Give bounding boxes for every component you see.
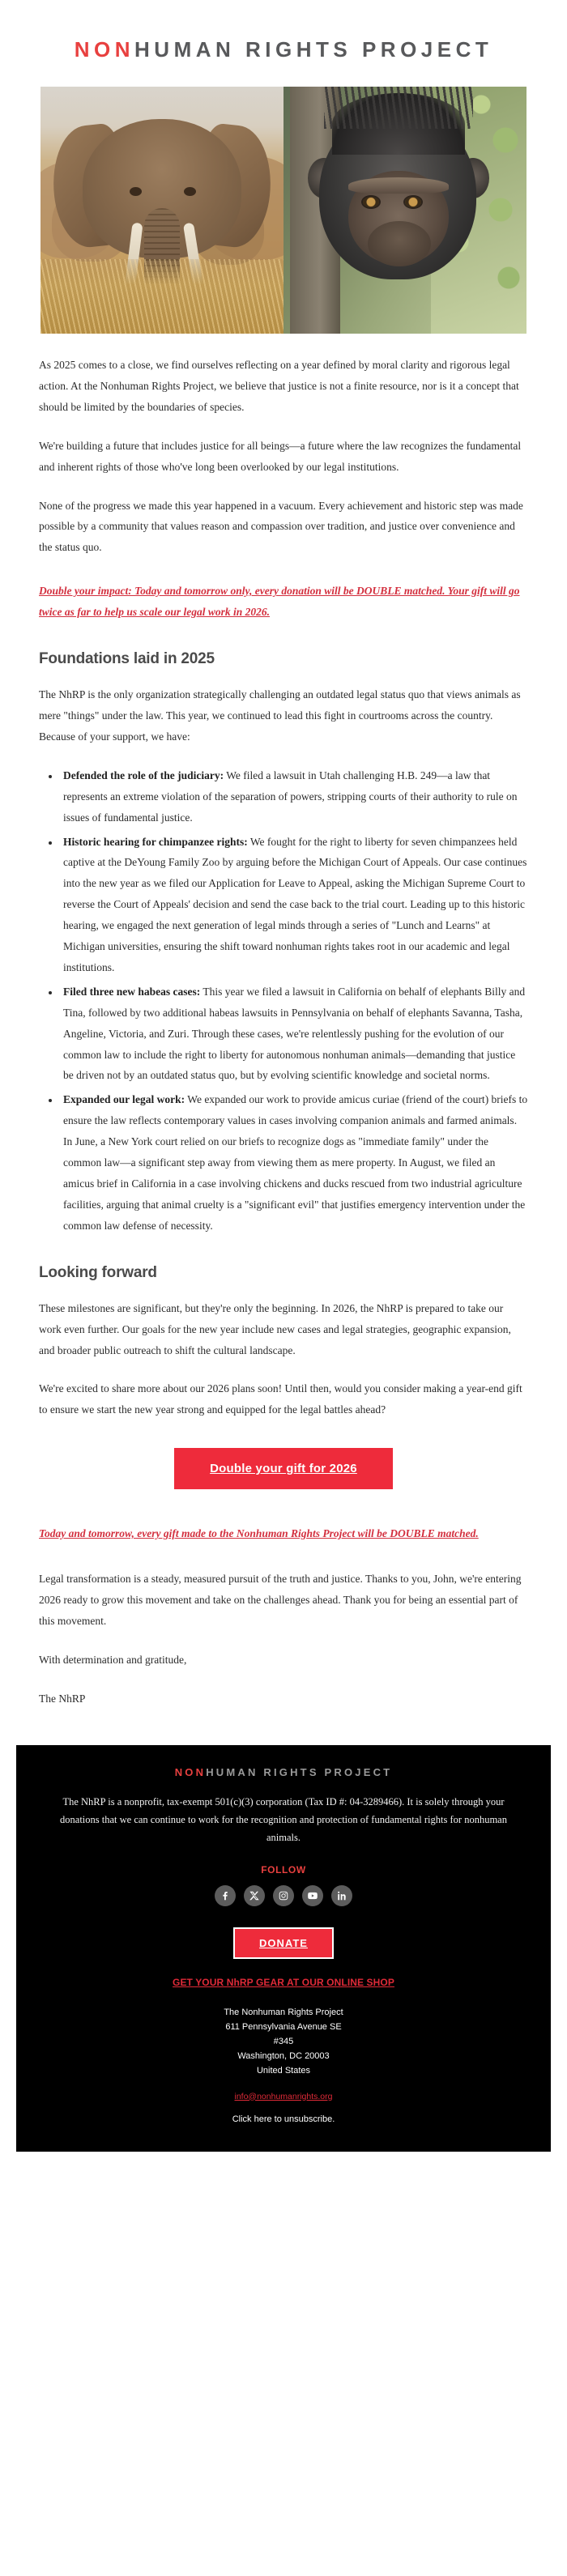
- hero-image-chimpanzee: [284, 87, 526, 334]
- chimp-brow-ridge: [348, 177, 449, 194]
- masthead: [0, 0, 567, 83]
- chimp-muzzle: [368, 221, 431, 266]
- list-item: [60, 981, 528, 1087]
- online-shop-link[interactable]: GET YOUR NhRP GEAR AT OUR ONLINE SHOP: [173, 1977, 394, 1989]
- paragraph-milestones: These milestones are significant, but they're only the beginning. In 2026, the NhRP is prepared to take our work even further. Our goals for the new year include new cases and legal strategies, geographic expansion, and broader public outreach to shift the cultural landscape.: [39, 1301, 511, 1356]
- hero-image-row: [40, 87, 526, 334]
- list-item-text: This year we filed a lawsuit in California on behalf of elephants Billy and Tina, followed by two additional habeas lawsuits in Pennsylvania on behalf of elephants Savanna, Tasha, Angeline, Victoria, and Zuri. Through these cases, we're relentlessly pushing for the evolution of our common law to include the right to liberty for autonomous nonhuman animals—demanding that justice be driven not by an outdated status quo, but by evolving scientific knowledge and societal norms.: [63, 985, 526, 1082]
- paragraph-foundations-intro: The NhRP is the only organization strategically challenging an outdated legal status quo that views animals as mere "things" under the law. This year, we continued to lead this fight in courtrooms across the country. Because of your support, we have:: [39, 688, 521, 743]
- list-item-text: We filed a lawsuit in Utah challenging H.B. 249—a law that represents an extreme violation of the separation of powers, stripping courts of their authority to rule on issues of fundamental justice.: [63, 769, 518, 824]
- list-item-text: We expanded our work to provide amicus curiae (friend of the court) briefs to ensure the law reflects contemporary values in cases involving companion animals and farmed animals. In June, a New York court relied on our briefs to recognize dogs as "immediate family" under the common law—a significant step away from viewing them as mere property. In August, we filed an amicus brief in California in a case involving chickens and ducks rescued from two industrial agriculture facilities, arguing that animal cruelty is a "significant evil" that justifies emergency intervention under the common law defense of necessity.: [63, 1093, 528, 1232]
- paragraph-intro: As 2025 comes to a close, we find ourselves reflecting on a year defined by moral clarity and rigorous legal action. At the Nonhuman Rights Project, we believe that justice is not a finite resource, nor is it a concept that should be limited by the boundaries of species.: [39, 359, 519, 413]
- elephant-grass-foreground: [40, 259, 284, 334]
- wordmark-accent: NON: [74, 37, 135, 62]
- address-line-suite: #345: [273, 2037, 294, 2047]
- chimp-eye-right: [405, 197, 421, 207]
- chimp-eye-left: [363, 197, 379, 207]
- paragraph-future: We're building a future that includes justice for all beings—a future where the law recognizes the fundamental and inherent rights of those who've long been overlooked by our legal institutions.: [39, 439, 522, 473]
- youtube-icon[interactable]: [302, 1885, 323, 1906]
- accomplishments-list: [39, 765, 528, 1237]
- brand-wordmark: [0, 37, 567, 62]
- email-footer: [16, 1745, 551, 2152]
- elephant-photo: [40, 87, 284, 334]
- chimpanzee-photo: [284, 87, 526, 334]
- double-match-link-bottom[interactable]: Today and tomorrow, every gift made to the Nonhuman Rights Project will be DOUBLE matched.: [39, 1527, 479, 1540]
- contact-email-link[interactable]: info@nonhumanrights.org: [234, 2091, 333, 2101]
- address-line-org: The Nonhuman Rights Project: [224, 2008, 343, 2018]
- list-item-text: We fought for the right to liberty for seven chimpanzees held captive at the DeYoung Family Zoo by arguing before the Michigan Court of Appeals. Our case continues into the new year as we filed our Application for Leave to Appeal, asking the Michigan Supreme Court to reverse the Court of Appeals' decision and send the case back to the trial court. Leading up to this historic hearing, we engaged the next generation of legal minds through a series of "Lunch and Learns" at Michigan universities, ensuring the shift toward nonhuman rights takes root in our academic and legal institutions.: [63, 835, 527, 973]
- list-item-lead: Defended the role of the judiciary:: [63, 769, 224, 781]
- chimp-hair-crest: [332, 93, 465, 155]
- footer-wordmark-accent: NON: [174, 1765, 207, 1778]
- paragraph-community: None of the progress we made this year happened in a vacuum. Every achievement and historic step was made possible by a community that values reason and compassion over tradition, and justice over convenience and the status quo.: [39, 499, 523, 554]
- list-item: [60, 832, 528, 978]
- donate-button[interactable]: DONATE: [233, 1927, 334, 1959]
- cta-container: [39, 1448, 528, 1489]
- footer-brand-wordmark: [49, 1766, 518, 1778]
- address-line-country: United States: [256, 2065, 311, 2076]
- double-match-link-top[interactable]: Double your impact: Today and tomorrow only, every donation will be DOUBLE matched. Your gift will go twice as far to help us scale our legal work in 2026.: [39, 585, 520, 619]
- mailing-address: [49, 2006, 518, 2078]
- linkedin-icon[interactable]: [331, 1885, 352, 1906]
- list-item: [60, 765, 528, 828]
- wordmark-rest: HUMAN RIGHTS PROJECT: [134, 37, 493, 62]
- email-content: [0, 334, 567, 1710]
- facebook-icon[interactable]: [215, 1885, 236, 1906]
- paragraph-closing: Legal transformation is a steady, measured pursuit of the truth and justice. Thanks to you, John, we're entering 2026 ready to grow this movement and take on the challenges ahead. Thank you for being an essential part of this movement.: [39, 1573, 522, 1627]
- elephant-eye-left: [130, 187, 142, 196]
- donate-container: [49, 1927, 518, 1959]
- heading-looking-forward: Looking forward: [39, 1263, 157, 1281]
- footer-nonprofit-description: The NhRP is a nonprofit, tax-exempt 501(c)(3) corporation (Tax ID #: 04-3289466). It is solely through your donations that we can continue to work for the recognition and protection of fundamental rights for nonhuman animals.: [60, 1795, 507, 1844]
- footer-wordmark-rest: HUMAN RIGHTS PROJECT: [206, 1765, 393, 1778]
- hero-image-elephant: [40, 87, 284, 334]
- follow-label: FOLLOW: [261, 1864, 306, 1876]
- paragraph-year-end-ask: We're excited to share more about our 2026 plans soon! Until then, would you consider making a year-end gift to ensure we start the new year strong and equipped for the legal battles ahead?: [39, 1382, 522, 1416]
- list-item-lead: Historic hearing for chimpanzee rights:: [63, 835, 248, 848]
- social-links: [49, 1885, 518, 1906]
- list-item: [60, 1089, 528, 1236]
- instagram-icon[interactable]: [273, 1885, 294, 1906]
- x-twitter-icon[interactable]: [244, 1885, 265, 1906]
- double-your-gift-button[interactable]: Double your gift for 2026: [174, 1448, 393, 1489]
- elephant-eye-right: [184, 187, 196, 196]
- unsubscribe-link[interactable]: Click here to unsubscribe.: [232, 2114, 335, 2124]
- heading-foundations: Foundations laid in 2025: [39, 650, 215, 668]
- paragraph-signoff: With determination and gratitude,: [39, 1653, 187, 1666]
- list-item-lead: Expanded our legal work:: [63, 1093, 185, 1106]
- paragraph-signature: The NhRP: [39, 1692, 86, 1705]
- address-line-street: 611 Pennsylvania Avenue SE: [225, 2022, 342, 2033]
- list-item-lead: Filed three new habeas cases:: [63, 985, 201, 998]
- address-line-city: Washington, DC 20003: [237, 2050, 330, 2061]
